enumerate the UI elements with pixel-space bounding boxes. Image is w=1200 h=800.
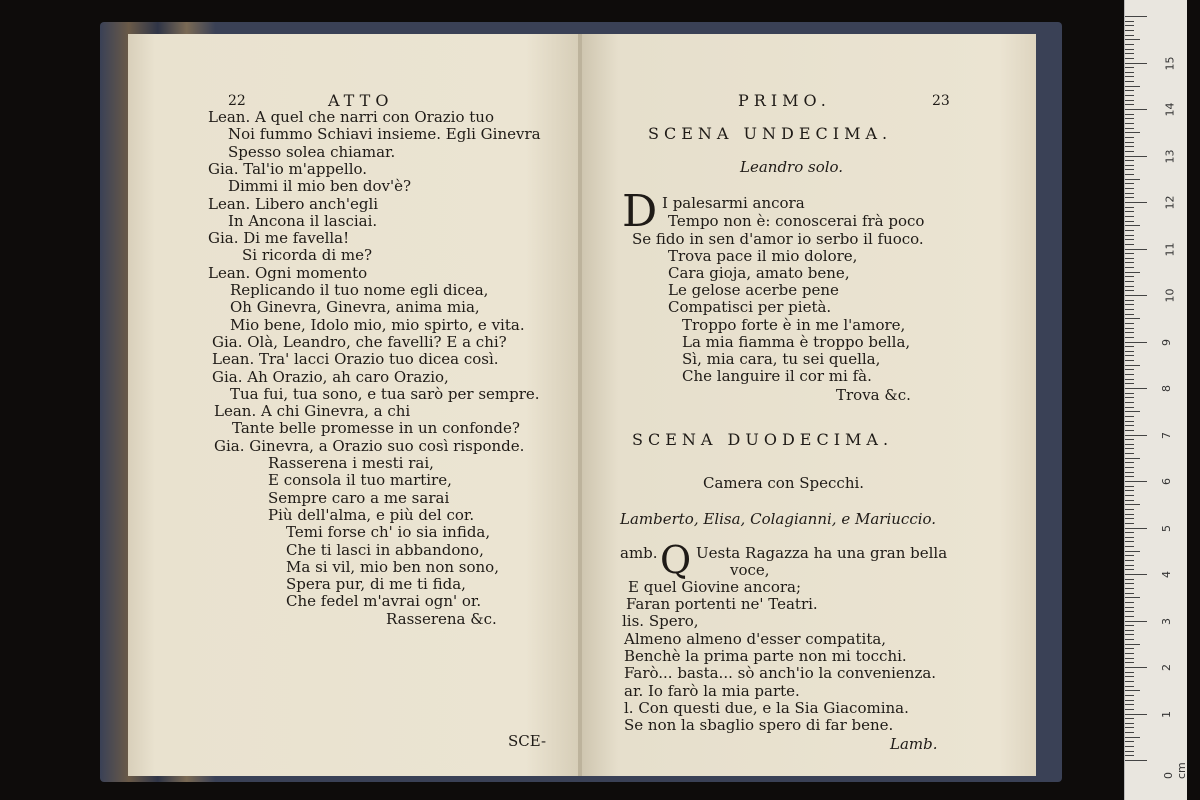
right-page-number: 23: [932, 93, 950, 109]
scene1-lines-line: Sì, mia cara, tu sei quella,: [682, 350, 881, 368]
ruler-tick: [1125, 528, 1147, 529]
ruler-tick: [1125, 174, 1134, 175]
ruler-tick: [1125, 44, 1134, 45]
ruler-tick: [1125, 25, 1134, 26]
ruler-tick: [1125, 393, 1134, 394]
ruler-tick: [1125, 416, 1134, 417]
ruler-tick: [1125, 509, 1134, 510]
ruler-tick: [1125, 239, 1134, 240]
ruler-tick: [1125, 648, 1134, 649]
ruler-tick: [1125, 411, 1140, 412]
scene2-lines-line: Almeno almeno d'esser compatita,: [624, 630, 887, 648]
ruler-tick: [1125, 314, 1134, 315]
ruler-tick: [1125, 360, 1134, 361]
ruler-tick: [1125, 63, 1147, 64]
ruler-tick: [1125, 625, 1134, 626]
ruler-tick: [1125, 472, 1134, 473]
ruler-tick: [1125, 397, 1134, 398]
ruler-tick: [1125, 383, 1134, 384]
ruler-tick: [1125, 160, 1134, 161]
left-lines-line: Lean. Tra' lacci Orazio tuo dicea così.: [212, 350, 499, 369]
ruler-tick: [1125, 504, 1140, 505]
ruler-tick: [1125, 323, 1134, 324]
ruler-tick: [1125, 565, 1134, 566]
ruler-tick: [1125, 495, 1134, 496]
ruler-label: 0 cm: [1162, 762, 1188, 779]
ruler-tick: [1125, 653, 1134, 654]
ruler-tick: [1125, 662, 1134, 663]
left-lines-line: Lean. A quel che narri con Orazio tuo: [208, 108, 494, 126]
ruler-tick: [1125, 388, 1147, 389]
left-lines-line: Ma si vil, mio ben non sono,: [286, 557, 499, 576]
ruler-tick: [1125, 709, 1134, 710]
scene1-lines-line: I palesarmi ancora: [662, 194, 805, 212]
ruler-tick: [1125, 672, 1134, 673]
ruler-tick: [1125, 249, 1147, 250]
left-lines-line: Che fedel m'avrai ogn' or.: [286, 592, 482, 611]
ruler-tick: [1125, 555, 1134, 556]
ruler-tick: [1125, 132, 1140, 133]
ruler-tick: [1125, 611, 1134, 612]
ruler-tick: [1125, 374, 1134, 375]
ruler-tick: [1125, 727, 1134, 728]
ruler-tick: [1125, 760, 1147, 761]
ruler-tick: [1125, 518, 1134, 519]
scene2-lines-line: Uesta Ragazza ha una gran bella: [696, 544, 948, 562]
ruler-tick: [1125, 541, 1134, 542]
ruler-tick: [1125, 718, 1134, 719]
ruler-tick: [1125, 221, 1134, 222]
ruler-tick: [1125, 658, 1134, 659]
ruler-tick: [1125, 146, 1134, 147]
ruler-tick: [1125, 453, 1134, 454]
ruler-tick: [1125, 123, 1134, 124]
ruler-tick: [1125, 104, 1134, 105]
ruler-tick: [1125, 695, 1134, 696]
scene1-lines-line: Trova pace il mio dolore,: [668, 247, 858, 265]
ruler-tick: [1125, 16, 1147, 17]
ruler-tick: [1125, 202, 1147, 203]
ruler-tick: [1125, 262, 1134, 263]
left-page-number: 22: [228, 93, 246, 109]
scene2-lines-line: E quel Giovine ancora;: [628, 578, 802, 596]
ruler-tick: [1125, 569, 1134, 570]
ruler-tick: [1125, 644, 1140, 645]
drop-cap-d: D: [622, 186, 658, 237]
ruler-tick: [1125, 137, 1134, 138]
ruler-tick: [1125, 462, 1134, 463]
ruler-tick: [1125, 156, 1147, 157]
ruler-tick: [1125, 421, 1134, 422]
ruler-tick: [1125, 72, 1134, 73]
ruler-tick: [1125, 514, 1134, 515]
ruler-tick: [1125, 258, 1134, 259]
ruler-tick: [1125, 100, 1134, 101]
ruler-tick: [1125, 579, 1134, 580]
ruler-tick: [1125, 751, 1134, 752]
ruler-tick: [1125, 267, 1134, 268]
scene-12-cast: Lamberto, Elisa, Colagianni, e Mariuccio.: [620, 510, 937, 528]
scene2-lines-line: voce,: [730, 561, 770, 579]
left-catchword: SCE-: [508, 732, 547, 750]
scene-12-setting: Camera con Specchi.: [703, 474, 865, 492]
scene1-lines-line: Che languire il cor mi fà.: [682, 367, 872, 385]
ruler-label: 5: [1160, 524, 1173, 532]
ruler-tick: [1125, 700, 1134, 701]
ruler-tick: [1125, 523, 1134, 524]
ruler-tick: [1125, 630, 1134, 631]
right-running-head: PRIMO.: [738, 91, 831, 110]
left-lines-line: Gia. Ginevra, a Orazio suo così risponde.: [214, 436, 525, 455]
ruler-tick: [1125, 369, 1134, 370]
ruler-tick: [1125, 197, 1134, 198]
ruler-tick: [1125, 39, 1140, 40]
ruler-tick: [1125, 425, 1134, 426]
ruler-tick: [1125, 714, 1147, 715]
left-lines-line: Si ricorda di me?: [242, 246, 373, 265]
ruler-label: 1: [1160, 710, 1173, 718]
ruler-tick: [1125, 337, 1134, 338]
ruler-label: 9: [1160, 338, 1173, 346]
left-lines-line: Gia. Di me favella!: [208, 229, 350, 248]
ruler-tick: [1125, 593, 1134, 594]
scene1-lines-line: La mia fiamma è troppo bella,: [682, 333, 911, 351]
scene2-lines-line: lis. Spero,: [622, 612, 699, 630]
ruler-tick: [1125, 365, 1140, 366]
ruler-tick: [1125, 532, 1134, 533]
ruler-tick: [1125, 276, 1134, 277]
ruler-tick: [1125, 551, 1140, 552]
left-lines-line: Dimmi il mio ben dov'è?: [228, 177, 412, 196]
ruler-tick: [1125, 295, 1147, 296]
scene1-lines-line: Compatisci per pietà.: [668, 298, 832, 316]
left-lines-line: Spesso solea chiamar.: [228, 142, 396, 161]
ruler-tick: [1125, 607, 1134, 608]
left-lines-line: In Ancona il lasciai.: [228, 211, 378, 230]
ruler-tick: [1125, 30, 1134, 31]
ruler-label: 10: [1163, 288, 1177, 303]
ruler-tick: [1125, 667, 1147, 668]
ruler-tick: [1125, 207, 1134, 208]
ruler-tick: [1125, 67, 1134, 68]
ruler-label: 15: [1163, 56, 1177, 70]
ruler-tick: [1125, 272, 1140, 273]
left-lines-line: Mio bene, Idolo mio, mio spirto, e vita.: [230, 315, 525, 334]
ruler-tick: [1125, 81, 1134, 82]
left-lines-line: Temi forse ch' io sia infida,: [286, 523, 491, 542]
ruler-tick: [1125, 588, 1134, 589]
ruler-tick: [1125, 444, 1134, 445]
scene1-lines-line: Le gelose acerbe pene: [668, 281, 839, 299]
left-lines-line: Lean. A chi Ginevra, a chi: [214, 402, 411, 421]
ruler-tick: [1125, 407, 1134, 408]
ruler-tick: [1125, 379, 1134, 380]
ruler-tick: [1125, 500, 1134, 501]
ruler-tick: [1125, 686, 1134, 687]
ruler-tick: [1125, 211, 1134, 212]
ruler-tick: [1125, 435, 1147, 436]
ruler-tick: [1125, 76, 1134, 77]
left-lines-line: Rasserena i mesti rai,: [268, 454, 434, 472]
ruler-tick: [1125, 95, 1134, 96]
left-lines-line: Rasserena &c.: [386, 609, 497, 628]
scene1-lines-line: Tempo non è: conoscerai frà poco: [668, 212, 925, 230]
scene1-lines-line: Cara gioja, amato bene,: [668, 264, 850, 282]
ruler-tick: [1125, 165, 1134, 166]
ruler-tick: [1125, 128, 1134, 129]
ruler-label: 13: [1163, 149, 1177, 163]
ruler-tick: [1125, 355, 1134, 356]
ruler-tick: [1125, 235, 1134, 236]
ruler-tick: [1125, 448, 1134, 449]
ruler-tick: [1125, 142, 1134, 143]
ruler-tick: [1125, 253, 1134, 254]
ruler-tick: [1125, 49, 1134, 50]
left-lines-line: Noi fummo Schiavi insieme. Egli Ginevra: [228, 125, 541, 144]
ruler-tick: [1125, 58, 1134, 59]
left-lines-line: Oh Ginevra, Ginevra, anima mia,: [230, 298, 480, 317]
ruler-tick: [1125, 244, 1134, 245]
ruler-tick: [1125, 318, 1140, 319]
left-lines-line: Sempre caro a me sarai: [268, 488, 450, 507]
ruler-tick: [1125, 732, 1134, 733]
scene-11-stage-direction: Leandro solo.: [740, 158, 844, 176]
ruler-tick: [1125, 583, 1134, 584]
ruler-tick: [1125, 690, 1140, 691]
left-lines-line: Gia. Tal'io m'appello.: [208, 159, 368, 178]
ruler-tick: [1125, 639, 1134, 640]
scene2-lines-line: Se non la sbaglio spero di far bene.: [624, 716, 894, 734]
ruler-tick: [1125, 467, 1134, 468]
ruler-tick: [1125, 737, 1140, 738]
scene-12-title: SCENA DUODECIMA.: [632, 430, 894, 449]
ruler-tick: [1125, 402, 1134, 403]
scene1-lines-line: Troppo forte è in me l'amore,: [682, 316, 906, 334]
ruler-tick: [1125, 114, 1134, 115]
ruler-tick: [1125, 755, 1134, 756]
left-lines-line: Lean. Ogni momento: [208, 263, 368, 282]
ruler-tick: [1125, 574, 1147, 575]
right-catchword: Lamb.: [890, 735, 938, 753]
ruler-tick: [1125, 616, 1134, 617]
ruler-tick: [1125, 304, 1134, 305]
ruler-tick: [1125, 351, 1134, 352]
left-lines-line: Spera pur, di me ti fida,: [286, 575, 466, 594]
ruler-tick: [1125, 151, 1134, 152]
scene2-lines-line: l. Con questi due, e la Sia Giacomina.: [624, 699, 909, 717]
ruler-tick: [1125, 476, 1134, 477]
ruler-label: 2: [1160, 664, 1173, 671]
ruler-tick: [1125, 225, 1140, 226]
scene1-lines-line: Trova &c.: [836, 386, 911, 404]
ruler-label: 14: [1163, 102, 1177, 117]
left-lines-line: Replicando il tuo nome egli dicea,: [230, 281, 489, 299]
scene2-lines-line: ar. Io farò la mia parte.: [624, 682, 800, 700]
ruler-tick: [1125, 53, 1134, 54]
ruler-tick: [1125, 723, 1134, 724]
left-lines-line: Che ti lasci in abbandono,: [286, 540, 484, 559]
ruler-label: 12: [1163, 195, 1177, 210]
ruler-tick: [1125, 188, 1134, 189]
ruler-tick: [1125, 169, 1134, 170]
ruler-tick: [1125, 183, 1134, 184]
ruler-tick: [1125, 230, 1134, 231]
ruler-tick: [1125, 676, 1134, 677]
left-lines-line: Gia. Olà, Leandro, che favelli? E a chi?: [212, 332, 507, 351]
ruler-tick: [1125, 634, 1134, 635]
scene1-lines-line: Se fido in sen d'amor io serbo il fuoco.: [632, 230, 924, 248]
ruler-label: 7: [1160, 431, 1173, 439]
ruler-tick: [1125, 430, 1134, 431]
ruler-tick: [1125, 560, 1134, 561]
ruler-tick: [1125, 597, 1140, 598]
ruler-tick: [1125, 481, 1147, 482]
ruler-tick: [1125, 332, 1134, 333]
ruler-tick: [1125, 602, 1134, 603]
ruler-tick: [1125, 118, 1134, 119]
ruler-tick: [1125, 216, 1134, 217]
left-lines-line: E consola il tuo martire,: [268, 471, 452, 490]
left-lines-line: Tante belle promesse in un confonde?: [232, 419, 520, 438]
ruler-label: 3: [1160, 617, 1173, 625]
left-lines-line: Più dell'alma, e più del cor.: [268, 505, 475, 524]
ruler-tick: [1125, 342, 1147, 343]
ruler-label: 4: [1160, 571, 1173, 578]
ruler-tick: [1125, 290, 1134, 291]
ruler-tick: [1125, 86, 1140, 87]
ruler-tick: [1125, 741, 1134, 742]
ruler-tick: [1125, 35, 1134, 36]
scene-11-title: SCENA UNDECIMA.: [648, 124, 893, 143]
ruler-tick: [1125, 309, 1134, 310]
ruler-label: 8: [1160, 385, 1173, 392]
left-lines-line: Lean. Libero anch'egli: [208, 194, 379, 213]
ruler-tick: [1125, 746, 1134, 747]
ruler-tick: [1125, 439, 1134, 440]
left-lines-line: Gia. Ah Orazio, ah caro Orazio,: [212, 367, 449, 386]
scene2-lines-line: Faran portenti ne' Teatri.: [626, 595, 818, 613]
ruler-tick: [1125, 193, 1134, 194]
scene2-lines-line: amb.: [620, 544, 658, 562]
ruler-tick: [1125, 21, 1134, 22]
ruler-tick: [1125, 346, 1134, 347]
ruler-tick: [1125, 300, 1134, 301]
scene2-lines-line: Farò... basta... sò anch'io la convenienza.: [624, 664, 937, 682]
ruler-tick: [1125, 90, 1134, 91]
ruler-tick: [1125, 537, 1134, 538]
ruler-tick: [1125, 109, 1147, 110]
ruler-label: 6: [1160, 478, 1173, 485]
ruler-tick: [1125, 179, 1140, 180]
ruler-tick: [1125, 328, 1134, 329]
ruler-tick: [1125, 681, 1134, 682]
ruler-tick: [1125, 486, 1134, 487]
ruler-tick: [1125, 546, 1134, 547]
ruler-tick: [1125, 490, 1134, 491]
ruler-tick: [1125, 281, 1134, 282]
measuring-ruler: [1124, 0, 1187, 800]
ruler-tick: [1125, 621, 1147, 622]
drop-cap-q: Q: [660, 538, 692, 582]
left-running-head: ATTO: [328, 91, 394, 110]
scene2-lines-line: Benchè la prima parte non mi tocchi.: [624, 647, 907, 665]
ruler-tick: [1125, 704, 1134, 705]
ruler-label: 11: [1163, 242, 1177, 256]
left-lines-line: Tua fui, tua sono, e tua sarò per sempre.: [230, 384, 540, 403]
ruler-tick: [1125, 286, 1134, 287]
ruler-tick: [1125, 458, 1140, 459]
